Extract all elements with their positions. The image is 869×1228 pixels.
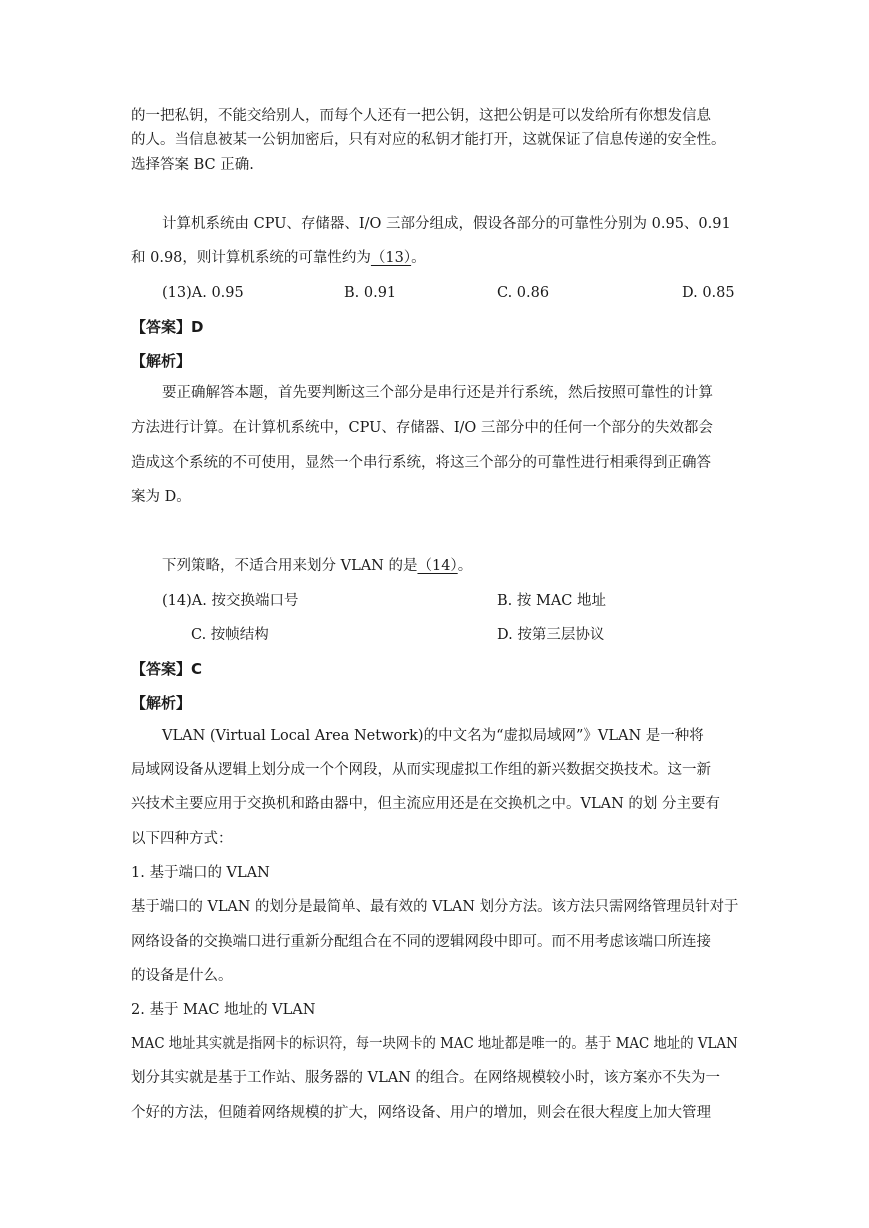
analysis-line: 兴技术主要应用于交换机和路由器中，但主流应用还是在交换机之中。VLAN 的划 分主要有 — [131, 796, 720, 812]
option-d: D. 0.85 — [682, 285, 735, 301]
analysis-line: 基于端口的 VLAN 的划分是最简单、最有效的 VLAN 划分方法。该方法只需网络管理员针对于 — [131, 899, 739, 915]
question-13-stem-line-2: 和 0.98，则计算机系统的可靠性约为（13）。 — [131, 250, 426, 266]
analysis-line: MAC 地址其实就是指网卡的标识符，每一块网卡的 MAC 地址都是唯一的。基于 MAC 地址的 VLAN — [131, 1036, 738, 1052]
answer-blank-14: （14） — [417, 558, 458, 574]
analysis-line: 案为 D。 — [131, 489, 191, 505]
text-line: 的人。当信息被某一公钥加密后，只有对应的私钥才能打开，这就保证了信息传递的安全性。 — [131, 132, 726, 148]
option-b: B. 按 MAC 地址 — [497, 593, 607, 609]
option-a: (13)A. 0.95 — [162, 285, 244, 301]
analysis-line: VLAN (Virtual Local Area Network)的中文名为“虚拟局域网”》VLAN 是一种将 — [162, 728, 704, 744]
analysis-line: 划分其实就是基于工作站、服务器的 VLAN 的组合。在网络规模较小时，该方案亦不失为一 — [131, 1070, 720, 1086]
option-c: C. 0.86 — [497, 285, 550, 301]
analysis-line: 的设备是什么。 — [131, 968, 233, 984]
analysis-label: 【解析】 — [131, 352, 192, 370]
analysis-label: 【解析】 — [131, 694, 192, 712]
option-c: C. 按帧结构 — [191, 627, 269, 643]
answer-label: 【答案】C — [131, 660, 203, 678]
analysis-line: 个好的方法，但随着网络规模的扩大，网络设备、用户的增加，则会在很大程度上加大管理 — [131, 1105, 711, 1121]
answer-label: 【答案】D — [131, 318, 204, 336]
question-14-stem: 下列策略，不适合用来划分 VLAN 的是（14）。 — [162, 558, 473, 574]
text-line: 的一把私钥，不能交给别人，而每个人还有一把公钥，这把公钥是可以发给所有你想发信息 — [131, 108, 711, 124]
analysis-line: 局域网设备从逻辑上划分成一个个网段，从而实现虚拟工作组的新兴数据交换技术。这一新 — [131, 762, 711, 778]
option-d: D. 按第三层协议 — [497, 627, 605, 643]
analysis-line: 要正确解答本题，首先要判断这三个部分是串行还是并行系统，然后按照可靠性的计算 — [162, 385, 713, 401]
section-heading: 1. 基于端口的 VLAN — [131, 865, 270, 881]
analysis-line: 方法进行计算。在计算机系统中，CPU、存储器、I/O 三部分中的任何一个部分的失效都会 — [131, 420, 713, 436]
option-b: B. 0.91 — [344, 285, 397, 301]
analysis-line: 以下四种方式： — [131, 831, 233, 847]
text-line: 选择答案 BC 正确. — [131, 157, 254, 173]
answer-blank-13: （13） — [370, 250, 412, 266]
option-a: (14)A. 按交换端口号 — [162, 593, 299, 609]
analysis-line: 网络设备的交换端口进行重新分配组合在不同的逻辑网段中即可。而不用考虑该端口所连接 — [131, 934, 711, 950]
question-13-stem-line-1: 计算机系统由 CPU、存储器、I/O 三部分组成，假设各部分的可靠性分别为 0.95、0.91 — [162, 216, 731, 232]
analysis-line: 造成这个系统的不可使用，显然一个串行系统，将这三个部分的可靠性进行相乘得到正确答 — [131, 455, 711, 471]
section-heading: 2. 基于 MAC 地址的 VLAN — [131, 1002, 316, 1018]
